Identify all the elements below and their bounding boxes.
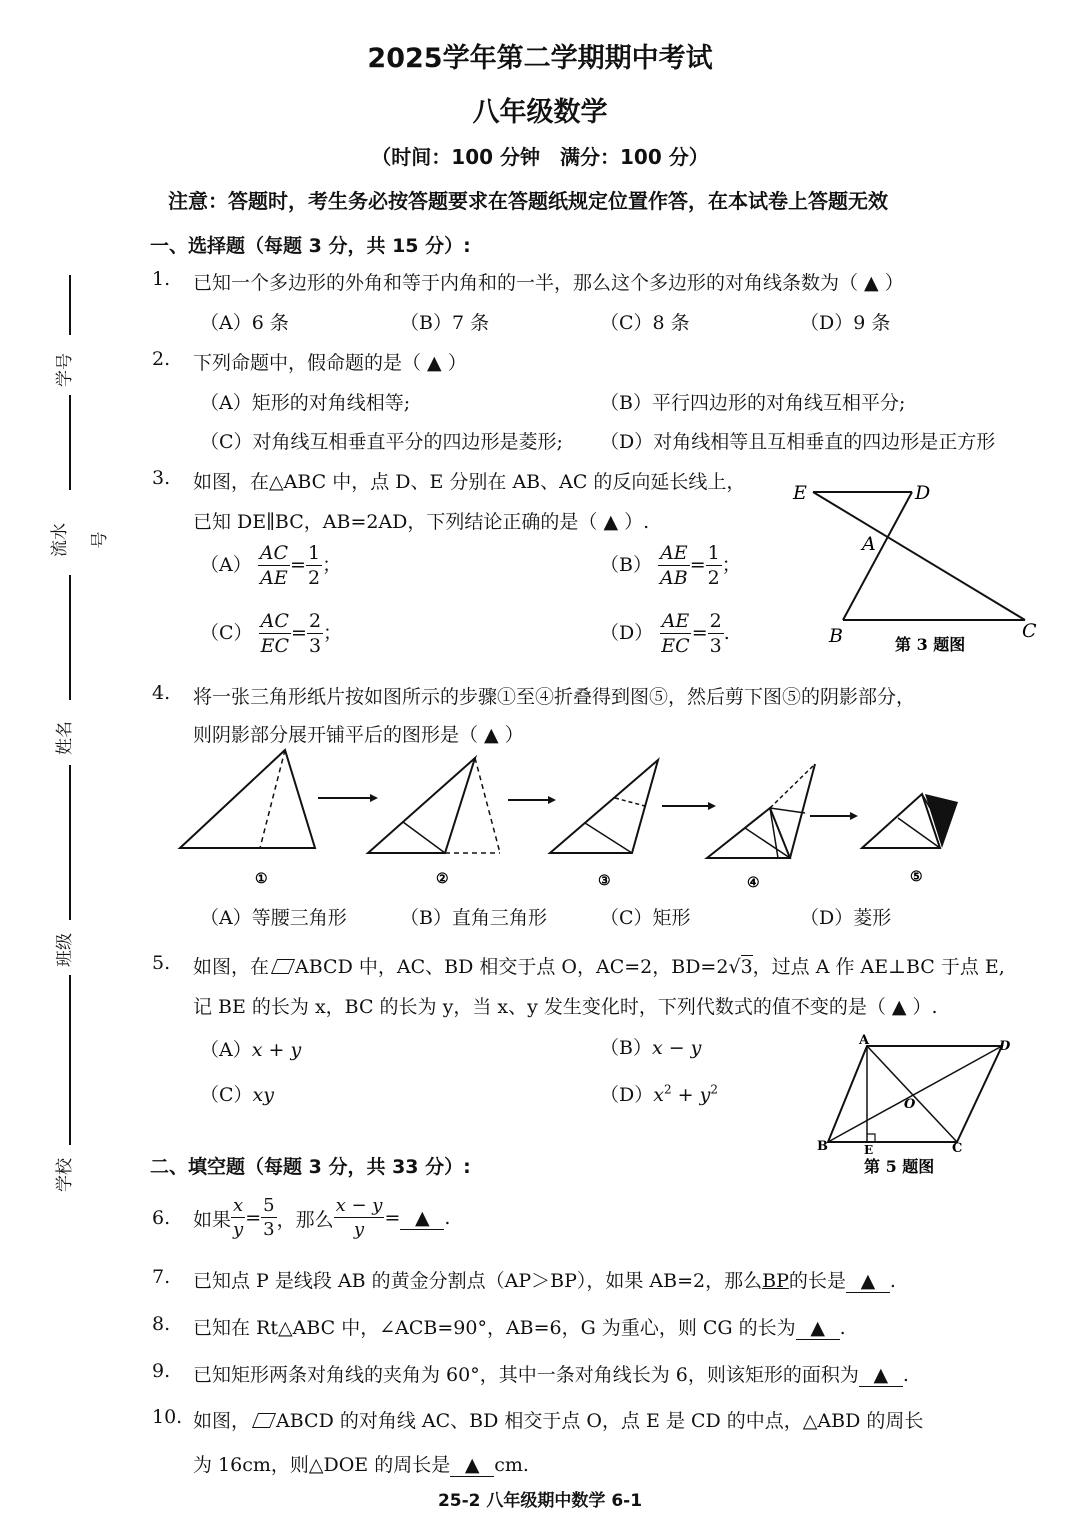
q3-figure-caption: 第 3 题图 bbox=[895, 635, 966, 654]
q8-number: 8. bbox=[152, 1313, 171, 1335]
point-label-b: B bbox=[817, 1139, 828, 1154]
point-label-d: D bbox=[999, 1039, 1011, 1054]
q5-c-label: （C） bbox=[200, 1084, 253, 1106]
step-label-4: ④ bbox=[747, 875, 760, 891]
q3-line2: 已知 DE∥BC，AB=2AD，下列结论正确的是（ ▲ ）. bbox=[193, 511, 650, 533]
q10-line1-b: ABCD 的对角线 AC、BD 相交于点 O，点 E 是 CD 的中点，△ABD 的周长 bbox=[276, 1410, 924, 1432]
q1-option-c: （C）8 条 bbox=[600, 312, 690, 334]
q5-number: 5. bbox=[152, 952, 171, 974]
q3-d-end: . bbox=[723, 622, 730, 644]
q6-f3-num: x − y bbox=[335, 1195, 383, 1216]
q5-a-label: （A） bbox=[200, 1039, 252, 1061]
q8-pre: 已知在 Rt△ABC 中，∠ACB=90°，AB=6，G 为重心，则 CG 的长为 bbox=[193, 1317, 796, 1339]
q7-bp: BP bbox=[762, 1270, 789, 1292]
q3-c-label: （C） bbox=[200, 622, 253, 644]
q3-a-num: AC bbox=[259, 542, 289, 564]
step-label-1: ① bbox=[255, 871, 268, 887]
q10-line1-a: 如图， bbox=[193, 1410, 251, 1432]
side-line bbox=[69, 975, 71, 1145]
q7-number: 7. bbox=[152, 1266, 171, 1288]
step2-crease bbox=[403, 822, 445, 853]
parallelogram-icon bbox=[252, 1413, 276, 1428]
q5-d-base1: x bbox=[653, 1084, 664, 1106]
step5-crease bbox=[898, 818, 940, 848]
diagonal-AC bbox=[867, 1046, 957, 1142]
q8-answer-blank[interactable]: ▲ bbox=[796, 1317, 840, 1340]
q5-line1 bbox=[193, 952, 1005, 979]
side-label-school: 学校 bbox=[55, 1158, 75, 1192]
q5-d-plus: + bbox=[671, 1084, 700, 1106]
side-label-name: 姓名 bbox=[55, 721, 75, 755]
q3-b-rden: 2 bbox=[707, 567, 720, 589]
q7-mid: 的长是 bbox=[788, 1270, 846, 1292]
q7-text bbox=[193, 1266, 896, 1293]
q5-d-exp1: 2 bbox=[663, 1082, 672, 1097]
q3-option-c: （C） $\frac{AC}{EC}$ = $\frac{2}{3}$ ； bbox=[200, 610, 343, 657]
point-label-e: E bbox=[793, 482, 807, 504]
q7-answer-blank[interactable]: ▲ bbox=[846, 1270, 890, 1293]
diagonal-BD bbox=[828, 1046, 1002, 1142]
q3-option-d: （D） $\frac{AE}{EC}$ = $\frac{2}{3}$ . bbox=[600, 610, 730, 657]
q3-b-rnum: 1 bbox=[707, 542, 720, 564]
q5-option-a bbox=[200, 1035, 301, 1062]
step2-triangle bbox=[368, 758, 475, 853]
side-line bbox=[69, 395, 71, 490]
q2-option-b: （B）平行四边形的对角线互相平分; bbox=[600, 392, 906, 414]
section-1-heading: 一、选择题（每题 3 分，共 15 分）: bbox=[150, 235, 471, 257]
q5-option-d bbox=[600, 1080, 718, 1107]
q8-end: . bbox=[839, 1317, 846, 1339]
q10-line2-pre: 为 16cm，则△DOE 的周长是 bbox=[193, 1454, 451, 1476]
time-info: （时间：100 分钟 满分：100 分） bbox=[371, 145, 709, 169]
q3-c-rden: 3 bbox=[308, 635, 322, 657]
step-label-2: ② bbox=[436, 871, 449, 887]
q3-c-rnum: 2 bbox=[308, 610, 322, 632]
point-label-a: A bbox=[859, 1033, 870, 1048]
arrow-1-head bbox=[370, 794, 378, 802]
point-label-d: D bbox=[915, 482, 931, 504]
step4-crease3 bbox=[770, 808, 805, 813]
q6-eq: = bbox=[245, 1207, 262, 1229]
q10-line2-end: cm. bbox=[494, 1454, 529, 1476]
q3-c-num: AC bbox=[260, 610, 289, 632]
q1-number: 1. bbox=[152, 268, 171, 290]
q6-f3-den: y bbox=[353, 1219, 365, 1240]
q4-line2: 则阴影部分展开铺平后的图形是（ ▲ ） bbox=[193, 724, 524, 746]
step3-crease1 bbox=[585, 823, 632, 853]
right-angle-mark bbox=[867, 1134, 875, 1142]
q7-end: . bbox=[889, 1270, 896, 1292]
step-label-5: ⑤ bbox=[910, 869, 923, 885]
q1-option-d: （D）9 条 bbox=[800, 312, 891, 334]
q5-b-expr: x − y bbox=[651, 1037, 702, 1059]
step-label-3: ③ bbox=[598, 873, 611, 889]
exam-subject: 八年级数学 bbox=[472, 97, 608, 128]
point-label-o: O bbox=[904, 1097, 916, 1112]
q3-figure bbox=[785, 475, 1045, 660]
q5-option-b bbox=[600, 1033, 701, 1060]
q6-mid: ，那么 bbox=[276, 1208, 334, 1231]
q5-a-expr: x + y bbox=[251, 1039, 302, 1061]
q3-d-rden: 3 bbox=[709, 635, 722, 657]
q5-line1-a: 如图，在 bbox=[193, 956, 270, 978]
q10-answer-blank[interactable]: ▲ bbox=[450, 1454, 494, 1477]
section-2-heading: 二、填空题（每题 3 分，共 33 分）: bbox=[150, 1156, 471, 1178]
side-label-serial: 流水号 bbox=[50, 523, 110, 557]
q9-text bbox=[193, 1360, 909, 1387]
q5-c-expr: xy bbox=[252, 1084, 274, 1106]
step1-fold-line bbox=[260, 750, 285, 848]
side-line bbox=[69, 575, 71, 700]
step3-triangle bbox=[550, 760, 658, 853]
q4-folding-steps bbox=[170, 748, 970, 893]
q3-a-rden: 2 bbox=[307, 567, 321, 589]
point-label-c: C bbox=[952, 1141, 963, 1156]
q1-option-a: （A）6 条 bbox=[200, 312, 289, 334]
q10-number: 10. bbox=[152, 1406, 183, 1428]
exam-title: 2025学年第二学期期中考试 bbox=[367, 43, 713, 74]
q10-line1 bbox=[193, 1406, 923, 1433]
point-label-b: B bbox=[829, 625, 843, 647]
q6-text bbox=[193, 1190, 450, 1246]
q1-text: 已知一个多边形的外角和等于内角和的一半，那么这个多边形的对角线条数为（ ▲ ） bbox=[193, 272, 904, 294]
q2-option-c: （C）对角线互相垂直平分的四边形是菱形; bbox=[200, 431, 563, 453]
q3-d-num: AE bbox=[661, 610, 690, 632]
q6-f2-den: 3 bbox=[263, 1219, 275, 1240]
segment-DB bbox=[843, 492, 912, 620]
side-label-class: 班级 bbox=[55, 933, 75, 967]
q5-figure-caption: 第 5 题图 bbox=[864, 1157, 935, 1176]
q3-c-den: EC bbox=[260, 635, 290, 657]
q8-text bbox=[193, 1313, 846, 1340]
q9-number: 9. bbox=[152, 1360, 171, 1382]
step1-triangle bbox=[180, 750, 315, 848]
notice: 注意：答题时，考生务必按答题要求在答题纸规定位置作答，在本试卷上答题无效 bbox=[168, 189, 888, 213]
q5-sqrt-value: 3 bbox=[740, 956, 753, 978]
q5-line1-c: ，过点 A 作 AE⊥BC 于点 E, bbox=[752, 956, 1005, 978]
step2-dash1 bbox=[475, 758, 500, 853]
q3-a-rnum: 1 bbox=[307, 542, 321, 564]
side-label-student-id: 学号 bbox=[55, 353, 75, 387]
q3-option-b: （B） $\frac{AE}{AB}$ = $\frac{1}{2}$ ； bbox=[600, 542, 741, 589]
q6-f2-num: 5 bbox=[263, 1195, 275, 1216]
q6-answer-blank[interactable]: ▲ bbox=[400, 1207, 444, 1230]
q5-line2: 记 BE 的长为 x，BC 的长为 y，当 x、y 发生变化时，下列代数式的值不变的是（ ▲ ）. bbox=[193, 996, 938, 1018]
q2-option-d: （D）对角线相等且互相垂直的四边形是正方形 bbox=[600, 431, 996, 453]
q4-line1: 将一张三角形纸片按如图所示的步骤①至④折叠得到图⑤，然后剪下图⑤的阴影部分， bbox=[193, 686, 916, 708]
q4-option-b: （B）直角三角形 bbox=[400, 907, 547, 929]
q3-b-label: （B） bbox=[600, 554, 652, 576]
q5-d-base2: y bbox=[699, 1084, 711, 1106]
q5-d-exp2: 2 bbox=[710, 1082, 718, 1097]
q9-answer-blank[interactable]: ▲ bbox=[859, 1364, 903, 1387]
q3-number: 3. bbox=[152, 467, 171, 489]
q6-f1-den: y bbox=[233, 1219, 244, 1240]
q3-b-den: AB bbox=[660, 567, 688, 589]
point-label-a: A bbox=[862, 533, 876, 555]
q5-option-c bbox=[200, 1080, 274, 1107]
q4-option-c: （C）矩形 bbox=[600, 907, 691, 929]
q3-b-num: AE bbox=[660, 542, 688, 564]
q10-line2 bbox=[193, 1450, 529, 1477]
q6-eq2: = bbox=[384, 1207, 401, 1229]
q9-pre: 已知矩形两条对角线的夹角为 60°，其中一条对角线长为 6，则该矩形的面积为 bbox=[193, 1364, 859, 1386]
parallelogram-icon bbox=[271, 959, 295, 974]
sqrt-icon: √ bbox=[728, 956, 741, 978]
q3-b-end: ； bbox=[721, 554, 741, 576]
q6-pre: 如果 bbox=[193, 1208, 232, 1231]
point-label-c: C bbox=[1022, 620, 1037, 642]
q3-c-end: ； bbox=[323, 622, 343, 644]
q3-option-a: （A） $\frac{AC}{AE}$ = $\frac{1}{2}$ ； bbox=[200, 542, 342, 589]
q5-b-label: （B） bbox=[600, 1037, 652, 1059]
step3-fold-line bbox=[615, 798, 645, 806]
q3-line1: 如图，在△ABC 中，点 D、E 分别在 AB、AC 的反向延长线上， bbox=[193, 471, 746, 493]
q3-a-den: AE bbox=[260, 567, 288, 589]
page-footer: 25-2 八年级期中数学 6-1 bbox=[437, 1491, 643, 1511]
side-line bbox=[69, 275, 71, 335]
q3-d-rnum: 2 bbox=[709, 610, 722, 632]
q5-figure bbox=[812, 1030, 1032, 1180]
segment-EC bbox=[813, 492, 1025, 620]
side-line bbox=[69, 765, 71, 920]
q9-end: . bbox=[902, 1364, 909, 1386]
q3-a-label: （A） bbox=[200, 554, 252, 576]
arrow-3-head bbox=[708, 802, 716, 810]
arrow-2-head bbox=[548, 796, 556, 804]
q7-pre: 已知点 P 是线段 AB 的黄金分割点（AP＞BP），如果 AB=2，那么 bbox=[193, 1270, 763, 1292]
q4-option-a: （A）等腰三角形 bbox=[200, 907, 347, 929]
q6-end: . bbox=[444, 1207, 451, 1229]
q6-number: 6. bbox=[152, 1207, 171, 1229]
q1-option-b: （B）7 条 bbox=[400, 312, 490, 334]
q6-f1-num: x bbox=[233, 1195, 244, 1216]
q3-a-end: ； bbox=[322, 554, 342, 576]
q4-number: 4. bbox=[152, 682, 171, 704]
q5-d-label: （D） bbox=[600, 1084, 654, 1106]
q2-number: 2. bbox=[152, 348, 171, 370]
q4-option-d: （D）菱形 bbox=[800, 907, 892, 929]
q2-option-a: （A）矩形的对角线相等; bbox=[200, 392, 411, 414]
q5-line1-b: ABCD 中，AC、BD 相交于点 O，AC=2，BD=2 bbox=[295, 956, 729, 978]
q3-d-label: （D） bbox=[600, 622, 654, 644]
point-label-e: E bbox=[864, 1143, 874, 1157]
q3-d-den: EC bbox=[661, 635, 690, 657]
arrow-4-head bbox=[850, 812, 858, 820]
q2-text: 下列命题中，假命题的是（ ▲ ） bbox=[193, 352, 467, 374]
